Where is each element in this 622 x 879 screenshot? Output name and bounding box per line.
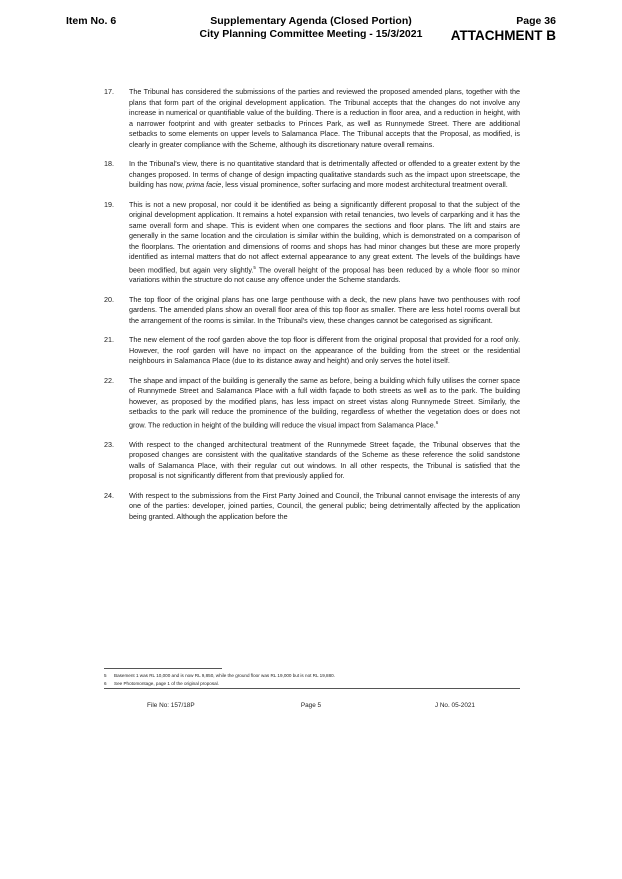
paragraph-text: The new element of the roof garden above the top floor is different from the original proposal that provided for a roof only. However, the roof garden will have no impact on the appearance of the building from the street or the residential neighbours in Salamanca Place (due to its distance away and height) and only serves the hotel itself. — [129, 335, 520, 366]
paragraph-text: This is not a new proposal, nor could it be identified as being a significantly different proposal to that the subject of the original development application. It remains a hotel expansion with retail tenancies, two levels of carparking and it has the same overall form and shape. This is evident when one compares the sections and floor plans. The lift and stairs are generally in the same location and the circulation is similar within the building, which is demonstrated on a comparison of the floorplans. The orientation and dimensions of rooms and shops has had minor changes but these are more properly identified as internal matters that do not affect external appearance to any great extent. The levels of the buildings have been modified, but again very slightly.$^5$ The overall height of the proposal has been reduced by a whole floor so minor variations within the structure do not cause any offence under the Scheme standards. — [129, 199, 520, 285]
footnote-text: See Photomontage, page 1 of the original proposal. — [114, 680, 219, 686]
page-attachment — [451, 15, 556, 43]
footnote-number: 6 — [104, 680, 107, 686]
paragraph-19 — [104, 200, 520, 286]
italic-phrase: prima facie — [186, 180, 222, 189]
paragraph-number: 22. — [104, 375, 114, 385]
paragraph-number: 18. — [104, 159, 114, 168]
paragraph-20 — [104, 295, 520, 327]
paragraph-number: 23. — [104, 439, 114, 449]
item-number: Item No. 6 — [66, 15, 117, 27]
paragraph-18 — [104, 159, 520, 191]
footnote-ref-6: 6 — [435, 419, 439, 425]
agenda-page-number: Page 36 — [516, 15, 556, 27]
paragraph-number: 17. — [104, 87, 114, 96]
paragraph-text: The shape and impact of the building is generally the same as before, being a building which fully utilises the corner space of Runnymede Street and Salamanca Place with a full width façade to both streets as well as to the park. The building however, as proposed by the modified plans, has less impact on street vistas along Runnymede Street. Similarly, the setbacks to the park will reduce the prominence of the building, regardless of whether the vegetation does or does not grow. The reduction in height of the building will reduce the visual impact from Salamanca Place.$^6$ — [129, 375, 520, 430]
paragraph-text: With respect to the submissions from the First Party Joined and Council, the Tribunal cannot envisage the interests of any one of the parties: developer, joined parties, Council, the general public; being detrimentally affected by the application being granted. Although the application before the — [129, 490, 520, 521]
paragraph-21 — [104, 335, 520, 367]
footnotes — [104, 672, 520, 687]
footnote-ref-5: 5 — [253, 264, 256, 270]
paragraph-number: 21. — [104, 335, 114, 345]
attachment-label: ATTACHMENT B — [450, 27, 556, 43]
paragraph-24 — [104, 491, 520, 523]
paragraph-17 — [104, 87, 520, 150]
footnote-divider — [104, 668, 222, 669]
paragraph-text: The top floor of the original plans has one large penthouse with a deck, the new plans have two penthouses with roof gardens. The amended plans show an overall floor area of this top floor as smaller. There are less hotel rooms overall but the arrangement of the rooms is similar. In the Tribunal's view, these changes cannot be categorised as significant. — [129, 294, 520, 325]
paragraph-number: 24. — [104, 490, 114, 500]
footnote-number: 5 — [104, 673, 107, 678]
paragraph-23 — [104, 440, 520, 482]
footer-divider — [104, 688, 520, 689]
paragraph-text: With respect to the changed architectural treatment of the Runnymede Street façade, the Tribunal observes that the proposed changes are consistent with the qualitative standards of the Scheme as these reference the solid sandstone walls of Salamanca Place, with their regular cut out windows. In all other respects, the Tribunal is satisfied that the proposal is not significantly different from that previously applied for. — [129, 439, 520, 481]
footnote-text: Basement 1 was RL 10,000 and is now RL 9,850, while the ground floor was RL 19,000 but is not RL 19,880. — [114, 673, 335, 678]
paragraph-22 — [104, 376, 520, 431]
footnote-6 — [104, 680, 520, 688]
paragraph-list — [104, 87, 520, 531]
agenda-title: Supplementary Agenda (Closed Portion) — [210, 15, 412, 27]
file-number: File No: 157/18P — [147, 702, 195, 709]
document-page-number: Page 5 — [300, 702, 322, 709]
meeting-title: City Planning Committee Meeting - 15/3/2021 — [199, 27, 423, 40]
paragraph-number: 19. — [104, 199, 114, 209]
paragraph-text: The Tribunal has considered the submissions of the parties and reviewed the proposed amended plans, together with the plans that form part of the original development application. The Tribunal accepts that the changes do not involve any increase in numerical or quantifiable value of the building. There is a reduction in floor area, and a reduction in height, with a narrower footprint and with greater setbacks to Princes Park, as well as Runnymede Street. There are additional setbacks to some elements on upper levels to Salamanca Place. The Tribunal accepts that the Proposal, as modified, is clearly in greater compliance with the Scheme, although its discretionary nature overall remains. — [129, 87, 520, 149]
paragraph-text: In the Tribunal's view, there is no quantitative standard that is detrimentally affected or offended to a greater extent by the changes proposed. In terms of change of design impacting qualitative standards such as the impact upon streetscape, the building has now, prima facie, less visual prominence, softer surfacing and more modest architectural treatment overall. — [129, 159, 520, 189]
j-number: J No. 05-2021 — [434, 702, 475, 709]
footnote-5 — [104, 672, 520, 680]
paragraph-number: 20. — [104, 294, 114, 304]
